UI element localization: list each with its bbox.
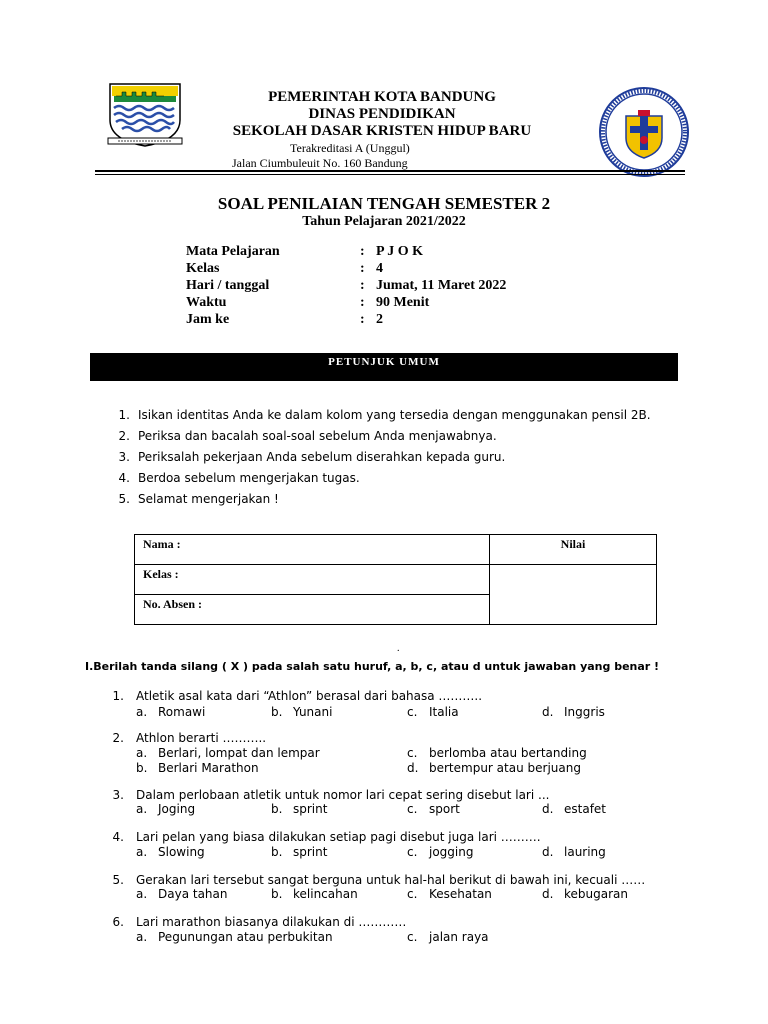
info-colon: : xyxy=(360,244,365,259)
option-text: lauring xyxy=(564,845,606,859)
option-text: sprint xyxy=(293,802,328,816)
instruction-text: Isikan identitas Anda ke dalam kolom yang tersedia dengan menggunakan pensil 2B. xyxy=(138,408,651,422)
header-rule-thick xyxy=(95,170,685,172)
info-value: Jumat, 11 Maret 2022 xyxy=(376,278,507,293)
instruction-text: Selamat mengerjakan ! xyxy=(138,492,279,506)
header-government: PEMERINTAH KOTA BANDUNG xyxy=(268,89,496,105)
question-number: 2. xyxy=(112,731,124,745)
info-colon: : xyxy=(360,261,365,276)
option-text: Joging xyxy=(158,802,196,816)
option-letter: a. xyxy=(136,746,148,760)
option-letter: c. xyxy=(407,705,418,719)
question-number: 4. xyxy=(112,830,124,844)
info-key: Mata Pelajaran xyxy=(186,244,280,259)
instruction-number: 5. xyxy=(118,492,130,506)
option-letter: d. xyxy=(407,761,419,775)
option-letter: a. xyxy=(136,930,148,944)
option-letter: d. xyxy=(542,887,554,901)
info-value: 4 xyxy=(376,261,383,276)
header-accreditation: Terakreditasi A (Unggul) xyxy=(290,141,410,155)
question-text: Atletik asal kata dari “Athlon” berasal dari bahasa ……….. xyxy=(136,689,483,703)
option-text: Kesehatan xyxy=(429,887,492,901)
option-text: jogging xyxy=(429,845,474,859)
option-letter: a. xyxy=(136,705,148,719)
option-text: berlomba atau bertanding xyxy=(429,746,587,760)
info-value: 2 xyxy=(376,312,383,327)
info-key: Kelas xyxy=(186,261,220,276)
header-department: DINAS PENDIDIKAN xyxy=(308,106,456,122)
question-number: 5. xyxy=(112,873,124,887)
question-number: 3. xyxy=(112,788,124,802)
question-number: 6. xyxy=(112,915,124,929)
header-school-name: SEKOLAH DASAR KRISTEN HIDUP BARU xyxy=(232,123,532,139)
option-letter: d. xyxy=(542,705,554,719)
score-box[interactable] xyxy=(490,565,657,625)
option-text: Inggris xyxy=(564,705,605,719)
section-instruction: I.Berilah tanda silang ( X ) pada salah satu huruf, a, b, c, atau d untuk jawaban yang benar ! xyxy=(85,660,660,673)
option-letter: a. xyxy=(136,845,148,859)
header-address: Jalan Ciumbuleuit No. 160 Bandung xyxy=(232,156,408,170)
instruction-number: 3. xyxy=(118,450,130,464)
class-field[interactable]: Kelas : xyxy=(135,565,490,595)
exam-title: SOAL PENILAIAN TENGAH SEMESTER 2 xyxy=(217,194,551,213)
option-text: sprint xyxy=(293,845,328,859)
option-letter: b. xyxy=(271,802,283,816)
header-rule-thin xyxy=(95,174,685,175)
instruction-text: Berdoa sebelum mengerjakan tugas. xyxy=(138,471,360,485)
info-value: P J O K xyxy=(376,244,424,259)
info-colon: : xyxy=(360,295,365,310)
info-key: Hari / tanggal xyxy=(186,278,270,293)
question-text: Gerakan lari tersebut sangat berguna untuk hal-hal berikut di bawah ini, kecuali …… xyxy=(136,873,646,887)
option-letter: b. xyxy=(271,887,283,901)
option-letter: d. xyxy=(542,845,554,859)
score-header: Nilai xyxy=(490,535,657,565)
name-field[interactable]: Nama : xyxy=(135,535,490,565)
instruction-number: 4. xyxy=(118,471,130,485)
academic-year: Tahun Pelajaran 2021/2022 xyxy=(302,214,466,229)
option-letter: b. xyxy=(271,845,283,859)
option-text: kebugaran xyxy=(564,887,628,901)
option-text: kelincahan xyxy=(293,887,358,901)
option-letter: a. xyxy=(136,802,148,816)
option-letter: b. xyxy=(136,761,148,775)
option-letter: c. xyxy=(407,746,418,760)
absence-number-field[interactable]: No. Absen : xyxy=(135,595,490,625)
identity-table xyxy=(134,534,657,625)
question-number: 1. xyxy=(112,689,124,703)
instruction-text: Periksalah pekerjaan Anda sebelum diserahkan kepada guru. xyxy=(138,450,506,464)
option-letter: d. xyxy=(542,802,554,816)
info-value: 90 Menit xyxy=(376,295,430,310)
option-text: Italia xyxy=(429,705,459,719)
option-text: sport xyxy=(429,802,460,816)
option-text: Slowing xyxy=(158,845,205,859)
instruction-number: 2. xyxy=(118,429,130,443)
info-colon: : xyxy=(360,278,365,293)
option-text: Yunani xyxy=(293,705,333,719)
question-text: Lari marathon biasanya dilakukan di ………… xyxy=(136,915,407,929)
instruction-number: 1. xyxy=(118,408,130,422)
question-text: Athlon berarti ……….. xyxy=(136,731,267,745)
option-letter: c. xyxy=(407,802,418,816)
option-letter: c. xyxy=(407,930,418,944)
question-text: Lari pelan yang biasa dilakukan setiap pagi disebut juga lari ………. xyxy=(136,830,541,844)
option-text: Romawi xyxy=(158,705,206,719)
option-text: bertempur atau berjuang xyxy=(429,761,581,775)
general-instructions-banner: PETUNJUK UMUM xyxy=(90,353,678,381)
instruction-text: Periksa dan bacalah soal-soal sebelum Anda menjawabnya. xyxy=(138,429,497,443)
option-text: jalan raya xyxy=(429,930,489,944)
option-text: estafet xyxy=(564,802,607,816)
info-key: Jam ke xyxy=(186,312,230,327)
stray-dot: . xyxy=(397,643,400,654)
option-letter: c. xyxy=(407,887,418,901)
info-colon: : xyxy=(360,312,365,327)
option-text: Pegunungan atau perbukitan xyxy=(158,930,333,944)
option-text: Daya tahan xyxy=(158,887,228,901)
option-text: Berlari Marathon xyxy=(158,761,259,775)
info-key: Waktu xyxy=(186,295,227,310)
option-text: Berlari, lompat dan lempar xyxy=(158,746,320,760)
option-letter: c. xyxy=(407,845,418,859)
option-letter: a. xyxy=(136,887,148,901)
question-text: Dalam perlobaan atletik untuk nomor lari cepat sering disebut lari ... xyxy=(136,788,550,802)
option-letter: b. xyxy=(271,705,283,719)
